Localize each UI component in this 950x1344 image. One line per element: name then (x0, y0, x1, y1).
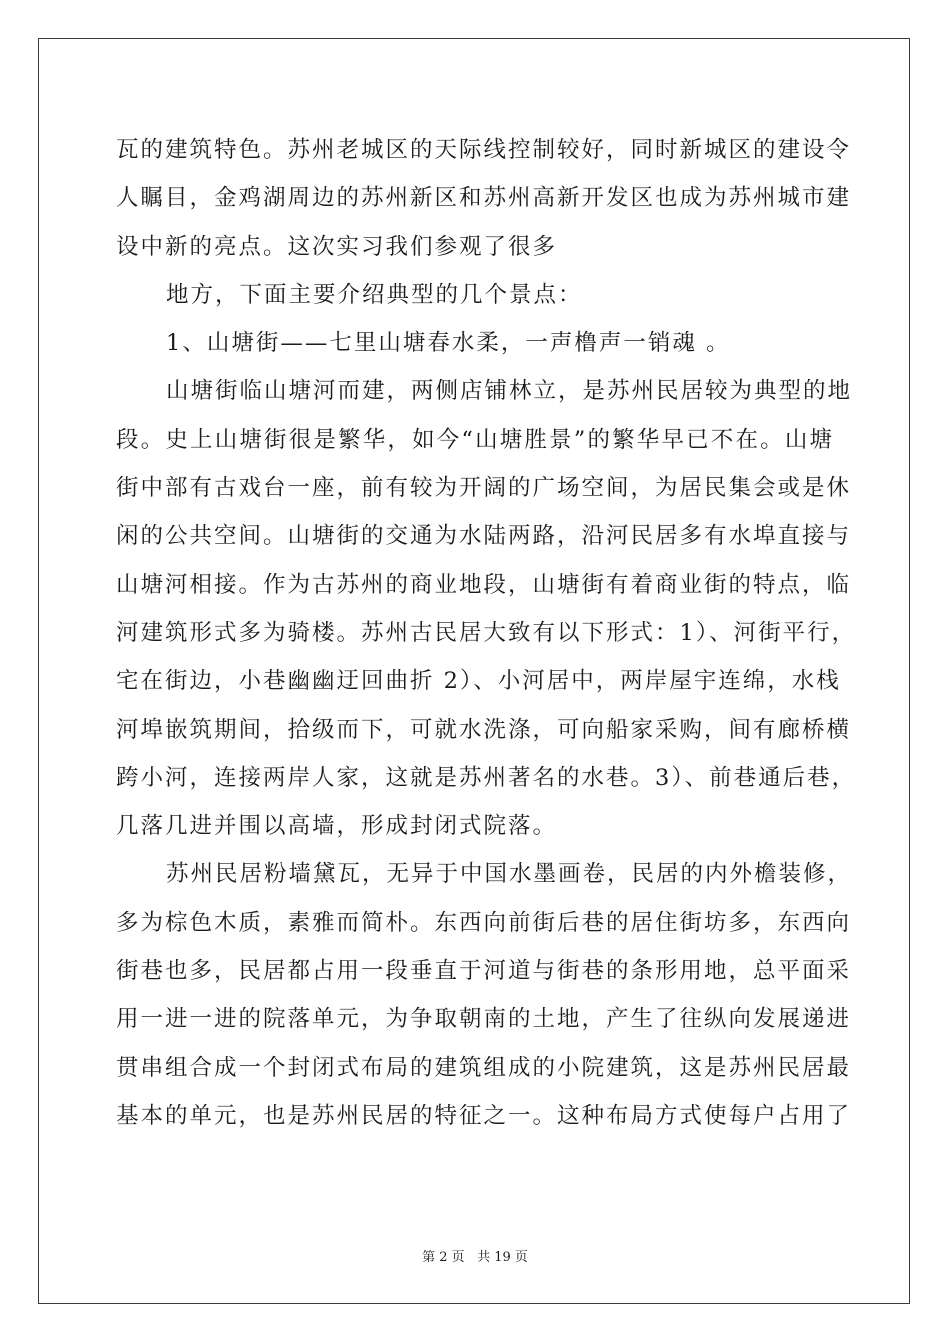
text-line: 苏州民居粉墙黛瓦，无异于中国水墨画卷，民居的内外檐装修， (166, 861, 853, 888)
text-line: 跨小河，连接两岸人家，这就是苏州著名的水巷。3）、前巷通后巷， (116, 764, 857, 791)
text-line: 贯串组合成一个封闭式布局的建筑组成的小院建筑，这是苏州民居最 (116, 1054, 852, 1081)
text-line: 段。史上山塘街很是繁华，如今“山塘胜景”的繁华早已不在。山塘 (116, 426, 834, 453)
text-line: 地方，下面主要介绍典型的几个景点： (166, 281, 583, 308)
text-line: 多为棕色木质，素雅而简朴。东西向前街后巷的居住街坊多，东西向 (116, 909, 852, 936)
text-line: 几落几进并围以高墙，形成封闭式院落。 (116, 813, 558, 840)
text-line: 闲的公共空间。山塘街的交通为水陆两路，沿河民居多有水埠直接与 (116, 523, 852, 550)
page-number: 第 2 页 (422, 1250, 465, 1265)
text-line: 用一进一进的院落单元，为争取朝南的土地，产生了往纵向发展递进 (116, 1006, 852, 1033)
text-line: 瓦的建筑特色。苏州老城区的天际线控制较好，同时新城区的建设令 (116, 137, 852, 163)
document-body (116, 126, 857, 1140)
text-line: 宅在街边，小巷幽幽迂回曲折 2）、小河居中，两岸屋宇连绵，水栈 (116, 668, 841, 695)
page-total: 共 19 页 (477, 1250, 528, 1265)
text-line: 山塘街临山塘河而建，两侧店铺林立，是苏州民居较为典型的地 (166, 378, 853, 405)
text-line: 街巷也多，民居都占用一段垂直于河道与街巷的条形用地，总平面采 (116, 958, 852, 985)
text-line: 山塘河相接。作为古苏州的商业地段，山塘街有着商业街的特点，临 (116, 571, 852, 598)
text-line: 基本的单元，也是苏州民居的特征之一。这种布局方式使每户占用了 (116, 1102, 852, 1129)
text-line: 河埠嵌筑期间，拾级而下，可就水洗涤，可向船家采购，间有廊桥横 (116, 716, 852, 743)
text-line: 街中部有古戏台一座，前有较为开阔的广场空间，为居民集会或是休 (116, 475, 852, 502)
text-line: 人瞩目，金鸡湖周边的苏州新区和苏州高新开发区也成为苏州城市建 (116, 185, 852, 212)
page-footer (0, 1246, 950, 1265)
text-line: 设中新的亮点。这次实习我们参观了很多 (116, 233, 558, 260)
text-line: 河建筑形式多为骑楼。苏州古民居大致有以下形式：1）、河街平行， (116, 619, 857, 646)
text-line: 1、山塘街——七里山塘春水柔，一声橹声一销魂 。 (166, 330, 731, 357)
